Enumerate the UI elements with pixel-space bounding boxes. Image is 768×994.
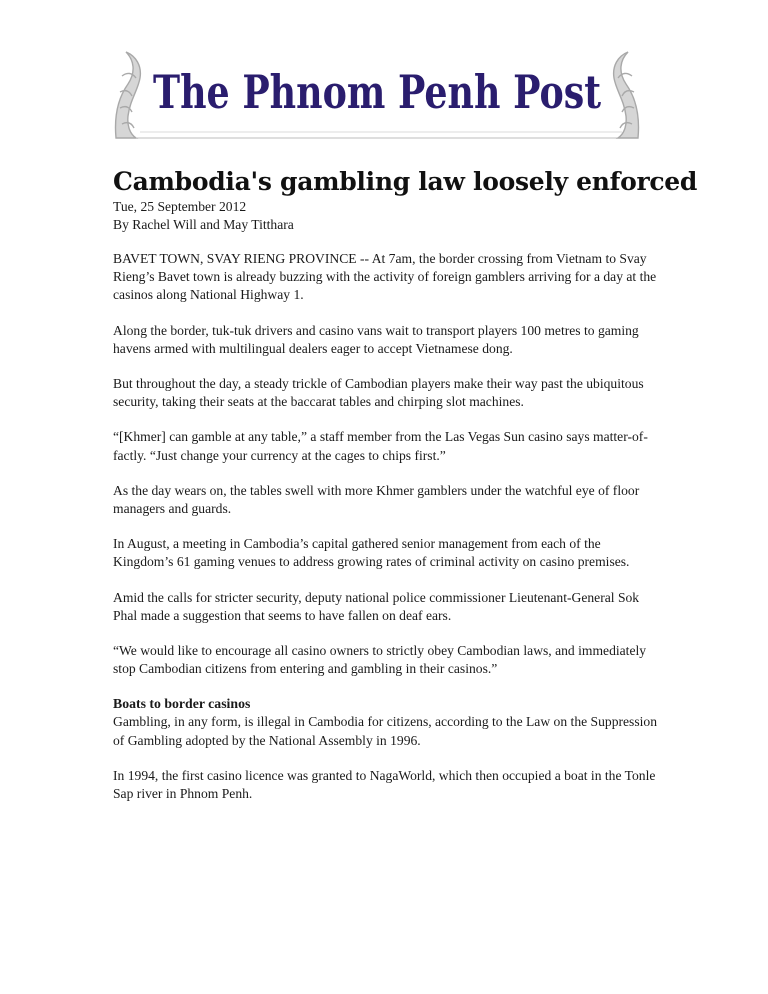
article-subheading: Boats to border casinos [113,696,251,712]
article-paragraph: Amid the calls for stricter security, deputy national police commissioner Lieutenant-General Sok Phal made a suggestion that seems to have fallen on deaf ears. [113,589,640,623]
masthead-logo [112,46,642,142]
masthead [112,46,642,142]
article-paragraph: Along the border, tuk-tuk drivers and casino vans wait to transport players 100 metres to gaming havens armed with multilingual dealers eager to accept Vietnamese dong. [113,322,639,356]
article-headline: Cambodia's gambling law loosely enforced [113,167,698,196]
article-meta [113,198,658,234]
article-paragraph: “We would like to encourage all casino owners to strictly obey Cambodian laws, and immediately stop Cambodian citizens from entering and gambling in their casinos.” [113,643,647,677]
article-paragraph: BAVET TOWN, SVAY RIENG PROVINCE -- At 7am, the border crossing from Vietnam to Svay Rieng’s Bavet town is already buzzing with the activity of foreign gamblers arriving for a day at the casinos along National Highway 1. [113,251,657,303]
masthead-title: The Phnom Penh Post [153,65,602,119]
article-paragraph: Gambling, in any form, is illegal in Cambodia for citizens, according to the Law on the Suppression of Gambling adopted by the National Assembly in 1996. [113,714,658,748]
article-paragraph: But throughout the day, a steady trickle of Cambodian players make their way past the ubiquitous security, taking their seats at the baccarat tables and chirping slot machines. [113,376,644,410]
article-paragraph: In 1994, the first casino licence was granted to NagaWorld, which then occupied a boat in the Tonle Sap river in Phnom Penh. [113,767,656,802]
article-paragraph: “[Khmer] can gamble at any table,” a staff member from the Las Vegas Sun casino says matter-of-factly. “Just change your currency at the cages to chips first.” [113,429,648,463]
article-byline: By Rachel Will and May Titthara [113,217,294,232]
article-date: Tue, 25 September 2012 [113,199,247,214]
article-paragraph: In August, a meeting in Cambodia’s capital gathered senior management from each of the Kingdom’s 61 gaming venues to address growing rates of criminal activity on casino premises. [113,536,630,570]
article-paragraph: As the day wears on, the tables swell with more Khmer gamblers under the watchful eye of floor managers and guards. [113,482,640,517]
right-naga-ornament-icon [614,52,639,138]
article [113,166,698,820]
